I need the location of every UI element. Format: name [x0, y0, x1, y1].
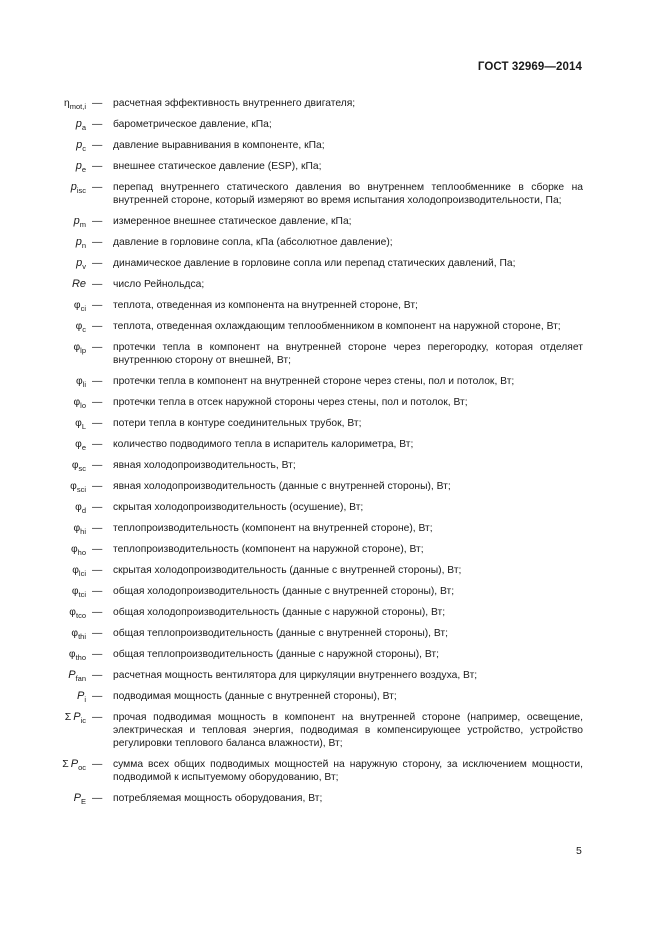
symbol-subscript: i [84, 695, 86, 704]
symbol-subscript: sc [78, 464, 86, 473]
definition-row [0, 480, 661, 493]
symbol [65, 711, 86, 724]
symbol-base: φ [73, 300, 81, 311]
definition-text: скрытая холодопроизводительность (осушение), Вт; [113, 502, 364, 513]
definition-text: протечки тепла в компонент на внутренней стороне через стены, пол и потолок, Вт; [113, 376, 515, 387]
dash: — [92, 712, 103, 723]
symbol-subscript: lo [80, 401, 86, 410]
symbol-base: φ [75, 321, 83, 332]
symbol [73, 341, 86, 354]
definition-text: внешнее статическое давление (ESP), кПа; [113, 161, 322, 172]
definition-text: теплопроизводительность (компонент на внутренней стороне), Вт; [113, 523, 433, 534]
symbol [76, 139, 86, 152]
symbol [75, 417, 86, 430]
dash: — [92, 628, 103, 639]
symbol [76, 236, 86, 249]
definition-row [0, 278, 661, 291]
symbol-subscript: n [81, 241, 86, 250]
symbol-subscript: e [81, 443, 86, 452]
dash: — [92, 439, 103, 450]
symbol [75, 438, 86, 451]
dash: — [92, 523, 103, 534]
symbol-subscript: li [82, 380, 86, 389]
symbol-subscript: tci [78, 590, 86, 599]
symbol [76, 375, 86, 388]
symbol-subscript: ho [77, 548, 86, 557]
definition-row [0, 139, 661, 152]
definition-row [0, 792, 661, 805]
definition-text: явная холодопроизводительность, Вт; [113, 460, 296, 471]
symbol-base: p [75, 236, 82, 248]
sigma-symbol: Σ [64, 711, 72, 723]
dash: — [92, 98, 103, 109]
symbol-base: φ [73, 523, 81, 534]
definition-row [0, 438, 661, 451]
symbol-base: p [73, 215, 80, 227]
symbol-base: φ [73, 342, 81, 353]
definition-row [0, 501, 661, 514]
symbol-subscript: hi [80, 527, 86, 536]
symbol-base: φ [69, 607, 76, 618]
definition-row [0, 118, 661, 131]
symbol-base: φ [73, 397, 81, 408]
definition-text: теплота, отведенная из компонента на внутренней стороне, Вт; [113, 300, 418, 311]
symbol [72, 564, 86, 577]
symbol-subscript: c [82, 325, 86, 334]
definition-row [0, 320, 661, 333]
definition-row [0, 181, 661, 207]
definition-text: перепад внутреннего статического давления во внутреннем теплообменнике в сборке на внутренней стороне, который измеряют во время испытания холодопроизводительности, Па; [113, 182, 583, 206]
symbol [72, 585, 86, 598]
symbol [71, 627, 86, 640]
definition-text: общая теплопроизводительность (данные с внутренней стороны), Вт; [113, 628, 448, 639]
symbol-subscript: fan [75, 674, 86, 683]
symbol-base: P [68, 669, 76, 681]
dash: — [92, 342, 103, 353]
dash: — [92, 607, 103, 618]
definition-row [0, 648, 661, 661]
symbol-base: p [75, 118, 82, 130]
symbol [76, 320, 86, 333]
dash: — [92, 258, 103, 269]
dash: — [92, 376, 103, 387]
symbol [72, 459, 86, 472]
definition-text: расчетная эффективность внутреннего двигателя; [113, 98, 356, 109]
dash: — [92, 300, 103, 311]
symbol [72, 278, 86, 291]
symbol-base: φ [75, 418, 82, 429]
definition-text: общая холодопроизводительность (данные с внутренней стороны), Вт; [113, 586, 455, 597]
symbol [68, 669, 86, 682]
definition-text: потребляемая мощность оборудования, Вт; [113, 793, 323, 804]
symbol-subscript: lp [80, 346, 86, 355]
symbol-base: p [76, 257, 83, 269]
symbol-base: φ [68, 649, 76, 660]
symbol-subscript: a [81, 123, 86, 132]
symbol [75, 501, 86, 514]
symbol-base: p [76, 139, 83, 151]
symbol-base: φ [71, 460, 79, 471]
definitions-list [0, 97, 661, 813]
definition-text: динамическое давление в горловине сопла или перепад статических давлений, Па; [113, 258, 516, 269]
definition-text: подводимая мощность (данные с внутренней стороны), Вт; [113, 691, 397, 702]
symbol-base: p [70, 181, 77, 193]
symbol [71, 543, 86, 556]
symbol [70, 480, 86, 493]
definition-row [0, 215, 661, 228]
definition-row [0, 690, 661, 703]
definition-row [0, 758, 661, 784]
dash: — [92, 321, 103, 332]
symbol [73, 522, 86, 535]
definition-text: измеренное внешнее статическое давление, кПа; [113, 216, 352, 227]
symbol-base: Re [71, 278, 86, 290]
definition-row [0, 160, 661, 173]
symbol-subscript: thi [78, 632, 86, 641]
definition-text: сумма всех общих подводимых мощностей на наружную сторону, за исключением мощности, подводимой к испытуемому оборудованию, Вт; [113, 759, 583, 783]
symbol-base: η [64, 98, 70, 109]
symbol-subscript: tho [75, 653, 86, 662]
definition-text: прочая подводимая мощность в компонент на внутренней стороне (например, освещение, электрическая и тепловая энергия, подводимая в компенсирующее устройство, устройство регулировки теплового баланса влажности), Вт; [113, 712, 583, 749]
definition-row [0, 257, 661, 270]
definition-text: явная холодопроизводительность (данные с внутренней стороны), Вт; [113, 481, 451, 492]
dash: — [92, 182, 103, 193]
dash: — [92, 418, 103, 429]
symbol-base: P [76, 690, 85, 702]
definition-text: количество подводимого тепла в испаритель калориметра, Вт; [113, 439, 414, 450]
definition-text: протечки тепла в отсек наружной стороны через стены, пол и потолок, Вт; [113, 397, 468, 408]
definition-text: протечки тепла в компонент на внутренней стороне через перегородку, которая отделяет внутреннюю сторону от внешней, Вт; [113, 342, 583, 366]
page-number: 5 [576, 845, 582, 857]
dash: — [92, 586, 103, 597]
symbol-base: P [73, 792, 81, 804]
symbol-subscript: isc [76, 186, 86, 195]
dash: — [92, 691, 103, 702]
symbol-base: φ [75, 376, 83, 387]
document-header: ГОСТ 32969—2014 [477, 61, 582, 73]
dash: — [92, 460, 103, 471]
definition-row [0, 543, 661, 556]
sigma-symbol: Σ [62, 758, 69, 770]
definition-row [0, 585, 661, 598]
symbol [64, 97, 86, 110]
symbol-subscript: oc [78, 763, 86, 772]
definition-row [0, 627, 661, 640]
definition-text: расчетная мощность вентилятора для циркуляции внутреннего воздуха, Вт; [113, 670, 478, 681]
definition-row [0, 522, 661, 535]
symbol-subscript: E [80, 797, 86, 806]
symbol-base: φ [75, 439, 82, 450]
definition-row [0, 97, 661, 110]
dash: — [92, 119, 103, 130]
dash: — [92, 793, 103, 804]
symbol [74, 299, 86, 312]
dash: — [92, 216, 103, 227]
dash: — [92, 649, 103, 660]
symbol [69, 606, 86, 619]
dash: — [92, 565, 103, 576]
symbol [74, 792, 86, 805]
definition-text: общая теплопроизводительность (данные с наружной стороны), Вт; [113, 649, 439, 660]
symbol-base: P [73, 711, 81, 723]
definition-text: теплота, отведенная охлаждающим теплообменником в компонент на наружной стороне, Вт; [113, 321, 561, 332]
symbol [74, 215, 86, 228]
definition-row [0, 299, 661, 312]
dash: — [92, 759, 103, 770]
symbol-base: P [70, 758, 79, 770]
dash: — [92, 237, 103, 248]
definition-row [0, 606, 661, 619]
dash: — [92, 670, 103, 681]
definition-row [0, 669, 661, 682]
definition-text: общая холодопроизводительность (данные с наружной стороны), Вт; [113, 607, 446, 618]
symbol-base: φ [70, 481, 77, 492]
symbol [62, 758, 86, 771]
definition-text: барометрическое давление, кПа; [113, 119, 272, 130]
symbol-base: p [75, 160, 82, 172]
dash: — [92, 397, 103, 408]
symbol [73, 396, 86, 409]
symbol-base: φ [72, 565, 79, 576]
dash: — [92, 161, 103, 172]
symbol [77, 690, 86, 703]
symbol [71, 181, 86, 194]
symbol [76, 118, 86, 131]
definition-text: теплопроизводительность (компонент на наружной стороне), Вт; [113, 544, 424, 555]
dash: — [92, 140, 103, 151]
definition-row [0, 417, 661, 430]
definition-row [0, 375, 661, 388]
dash: — [92, 544, 103, 555]
definition-row [0, 236, 661, 249]
definition-row [0, 459, 661, 472]
definition-row [0, 341, 661, 367]
dash: — [92, 279, 103, 290]
symbol-subscript: lci [78, 569, 86, 578]
symbol-subscript: sci [76, 485, 86, 494]
definition-text: давление в горловине сопла, кПа (абсолютное давление); [113, 237, 393, 248]
definition-text: потери тепла в контуре соединительных трубок, Вт; [113, 418, 362, 429]
symbol-base: φ [71, 628, 79, 639]
definition-text: число Рейнольдса; [113, 279, 205, 290]
dash: — [92, 481, 103, 492]
definition-row [0, 396, 661, 409]
symbol-base: φ [75, 502, 82, 513]
symbol [69, 648, 86, 661]
definition-text: скрытая холодопроизводительность (данные с внутренней стороны), Вт; [113, 565, 462, 576]
symbol-base: φ [71, 586, 79, 597]
symbol [76, 160, 86, 173]
definition-text: давление выравнивания в компоненте, кПа; [113, 140, 325, 151]
symbol-subscript: ic [80, 716, 86, 725]
definition-row [0, 711, 661, 750]
symbol-subscript: c [82, 144, 86, 153]
symbol-subscript: m [79, 220, 86, 229]
symbol-subscript: d [81, 506, 86, 515]
symbol-subscript: e [81, 165, 86, 174]
dash: — [92, 502, 103, 513]
definition-row [0, 564, 661, 577]
symbol-subscript: tco [75, 611, 86, 620]
symbol-subscript: ci [80, 304, 86, 313]
symbol-subscript: v [82, 262, 86, 271]
symbol-subscript: mot,i [69, 102, 86, 111]
symbol [76, 257, 86, 270]
symbol-base: φ [70, 544, 78, 555]
symbol-subscript: L [81, 422, 86, 431]
